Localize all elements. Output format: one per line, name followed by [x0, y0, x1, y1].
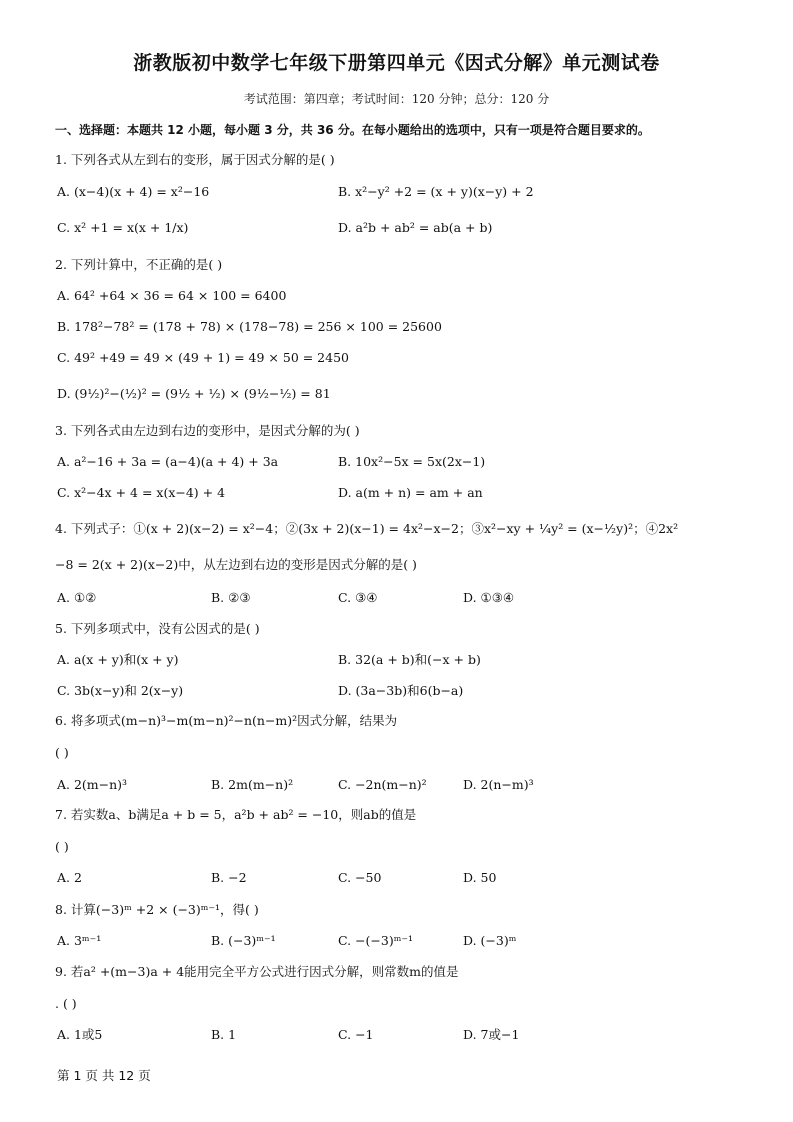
q8-stem: 8. 计算(−3)ᵐ +2 × (−3)ᵐ⁻¹，得( ) [55, 902, 259, 917]
q7-answer-paren: ( ) [55, 839, 69, 854]
q8-option-a: A. 3ᵐ⁻¹ [57, 933, 102, 948]
q4-stem-line-2: −8 = 2(x + 2)(x−2)中，从左边到右边的变形是因式分解的是( ) [55, 557, 417, 572]
q5-option-a: A. a(x + y)和(x + y) [57, 652, 179, 667]
q4-stem-line-1: 4. 下列式子：①(x + 2)(x−2) = x²−4；②(3x + 2)(x−1) = 4x²−x−2；③x²−xy + ¼y² = (x−½y)²；④2x² [55, 521, 679, 536]
q6-stem: 6. 将多项式(m−n)³−m(m−n)²−n(n−m)²因式分解，结果为 [55, 713, 398, 728]
section-heading: 一、选择题：本题共 12 小题，每小题 3 分，共 36 分。在每小题给出的选项中，只有一项是符合题目要求的。 [55, 123, 650, 137]
q5-option-d: D. (3a−3b)和6(b−a) [338, 683, 464, 698]
q9-option-c: C. −1 [338, 1027, 374, 1042]
q4-option-a: A. ①② [57, 590, 97, 605]
q7-option-b: B. −2 [211, 870, 247, 885]
q9-answer-paren: . ( ) [55, 996, 77, 1011]
q4-option-c: C. ③④ [338, 590, 378, 605]
q8-option-c: C. −(−3)ᵐ⁻¹ [338, 933, 413, 948]
q2-option-d: D. (9½)²−(½)² = (9½ + ½) × (9½−½) = 81 [57, 386, 331, 401]
q1-option-b: B. x²−y² +2 = (x + y)(x−y) + 2 [338, 184, 534, 199]
q8-option-b: B. (−3)ᵐ⁻¹ [211, 933, 276, 948]
q9-option-a: A. 1或5 [57, 1027, 103, 1042]
q2-option-c: C. 49² +49 = 49 × (49 + 1) = 49 × 50 = 2450 [57, 350, 349, 365]
q4-option-d: D. ①③④ [463, 590, 515, 605]
q6-answer-paren: ( ) [55, 745, 69, 760]
q8-option-d: D. (−3)ᵐ [463, 933, 517, 948]
q9-option-d: D. 7或−1 [463, 1027, 520, 1042]
q1-option-a: A. (x−4)(x + 4) = x²−16 [57, 184, 210, 199]
q3-option-d: D. a(m + n) = am + an [338, 485, 483, 500]
page-footer: 第 1 页 共 12 页 [57, 1068, 151, 1083]
page-title: 浙教版初中数学七年级下册第四单元《因式分解》单元测试卷 [133, 52, 660, 74]
q1-stem: 1. 下列各式从左到右的变形，属于因式分解的是( ) [55, 152, 335, 167]
q5-option-b: B. 32(a + b)和(−x + b) [338, 652, 481, 667]
q6-option-b: B. 2m(m−n)² [211, 777, 294, 792]
q2-stem: 2. 下列计算中，不正确的是( ) [55, 257, 223, 272]
q3-option-c: C. x²−4x + 4 = x(x−4) + 4 [57, 485, 226, 500]
q3-stem: 3. 下列各式由左边到右边的变形中，是因式分解的为( ) [55, 423, 360, 438]
q4-option-b: B. ②③ [211, 590, 251, 605]
q1-option-d: D. a²b + ab² = ab(a + b) [338, 220, 493, 235]
q7-option-c: C. −50 [338, 870, 382, 885]
q7-option-a: A. 2 [57, 870, 82, 885]
q6-option-a: A. 2(m−n)³ [57, 777, 128, 792]
q7-option-d: D. 50 [463, 870, 497, 885]
q6-option-c: C. −2n(m−n)² [338, 777, 427, 792]
q3-option-a: A. a²−16 + 3a = (a−4)(a + 4) + 3a [57, 454, 279, 469]
q6-option-d: D. 2(n−m)³ [463, 777, 534, 792]
q2-option-a: A. 64² +64 × 36 = 64 × 100 = 6400 [57, 288, 287, 303]
q3-option-b: B. 10x²−5x = 5x(2x−1) [338, 454, 486, 469]
q1-option-c: C. x² +1 = x(x + 1/x) [57, 220, 189, 235]
q5-stem: 5. 下列多项式中，没有公因式的是( ) [55, 621, 260, 636]
q5-option-c: C. 3b(x−y)和 2(x−y) [57, 683, 184, 698]
q9-stem: 9. 若a² +(m−3)a + 4能用完全平方公式进行因式分解，则常数m的值是 [55, 964, 459, 979]
exam-info: 考试范围：第四章；考试时间：120 分钟；总分：120 分 [243, 92, 550, 106]
q9-option-b: B. 1 [211, 1027, 237, 1042]
q2-option-b: B. 178²−78² = (178 + 78) × (178−78) = 256 × 100 = 25600 [57, 319, 442, 334]
q7-stem: 7. 若实数a、b满足a + b = 5，a²b + ab² = −10，则ab的值是 [55, 807, 417, 822]
